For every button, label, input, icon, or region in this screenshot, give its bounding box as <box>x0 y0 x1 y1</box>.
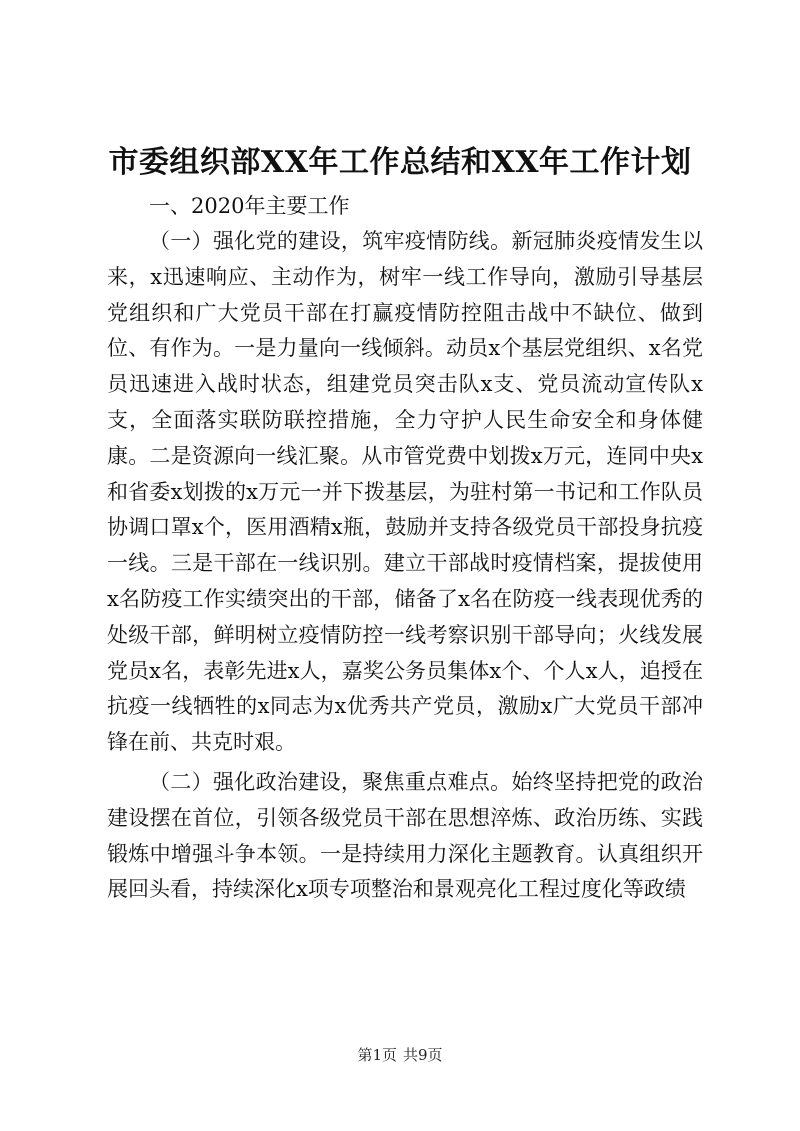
paragraph-1: （一）强化党的建设，筑牢疫情防线。新冠肺炎疫情发生以来，x迅速响应、主动作为，树牢一线工作导向，激励引导基层党组织和广大党员干部在打赢疫情防控阻击战中不缺位、做到位、有作为。一是力量向一线倾斜。动员x个基层党组织、x名党员迅速进入战时状态，组建党员突击队x支、党员流动宣传队x支，全面落实联防联控措施，全力守护人民生命安全和身体健康。二是资源向一线汇聚。从市管党费中划拨x万元，连同中央x和省委x划拨的x万元一并下拨基层，为驻村第一书记和工作队员协调口罩x个，医用酒精x瓶，鼓励并支持各级党员干部投身抗疫一线。三是干部在一线识别。建立干部战时疫情档案，提拔使用x名防疫工作实绩突出的干部，储备了x名在防疫一线表现优秀的处级干部，鲜明树立疫情防控一线考察识别干部导向；火线发展党员x名，表彰先进x人，嘉奖公务员集体x个、个人x人，追授在抗疫一线牺牲的x同志为x优秀共产党员，激励x广大党员干部冲锋在前、共克时艰。 <box>107 229 703 755</box>
page-number: 第1页 <box>357 1046 397 1064</box>
section-heading: 一、2020年主要工作 <box>149 194 350 218</box>
document-title: 市委组织部XX年工作总结和XX年工作计划 <box>108 145 692 180</box>
total-pages: 共9页 <box>403 1046 443 1064</box>
page-footer <box>0 1045 800 1065</box>
paragraph-2: （二）强化政治建设，聚焦重点难点。始终坚持把党的政治建设摆在首位，引领各级党员干部在思想淬炼、政治历练、实践锻炼中增强斗争本领。一是持续用力深化主题教育。认真组织开展回头看，持续深化x项专项整治和景观亮化工程过度化等政绩 <box>107 769 703 902</box>
document-body <box>107 188 703 908</box>
